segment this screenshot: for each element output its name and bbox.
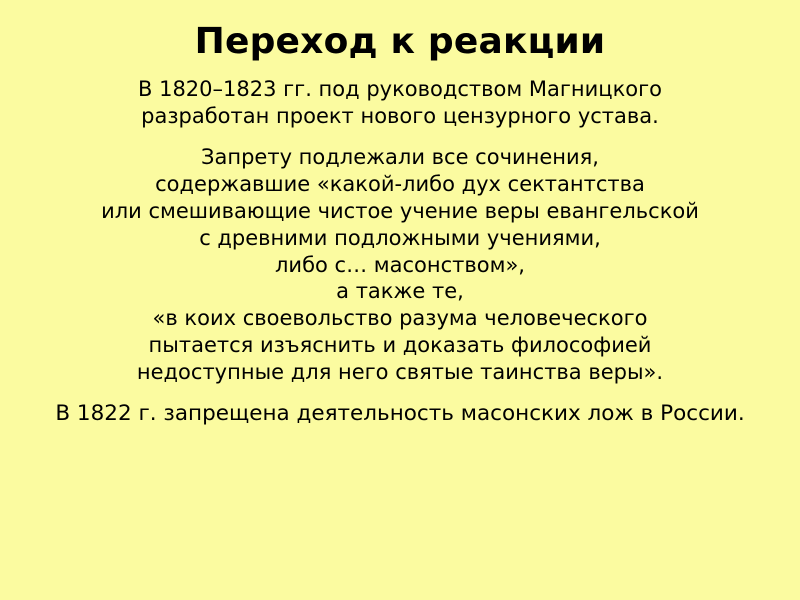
text-line: недоступные для него святые таинства веры». [136, 360, 664, 385]
paragraph-2 [24, 144, 776, 386]
text-line: пытается изъяснить и доказать философией [148, 333, 652, 358]
text-line: содержавшие «какой-либо дух сектантства [155, 171, 645, 196]
text-line: В 1822 г. запрещена деятельность масонских лож в России. [55, 400, 745, 426]
text-line: а также те, [336, 279, 464, 304]
text-line: или смешивающие чистое учение веры евангельской [101, 198, 699, 223]
text-line: В 1820–1823 гг. под руководством Магницкого [138, 77, 662, 102]
page-title: Переход к реакции [194, 21, 606, 62]
text-line: разработан проект нового цензурного устава. [141, 104, 659, 129]
text-line: либо с… масонством», [275, 252, 525, 277]
text-line: «в коих своевольство разума человеческого [152, 306, 648, 331]
slide-body [24, 76, 776, 427]
text-line: Запрету подлежали все сочинения, [201, 145, 599, 170]
paragraph-3 [24, 400, 776, 428]
text-line: с древними подложными учениями, [199, 225, 601, 250]
paragraph-1 [24, 76, 776, 130]
